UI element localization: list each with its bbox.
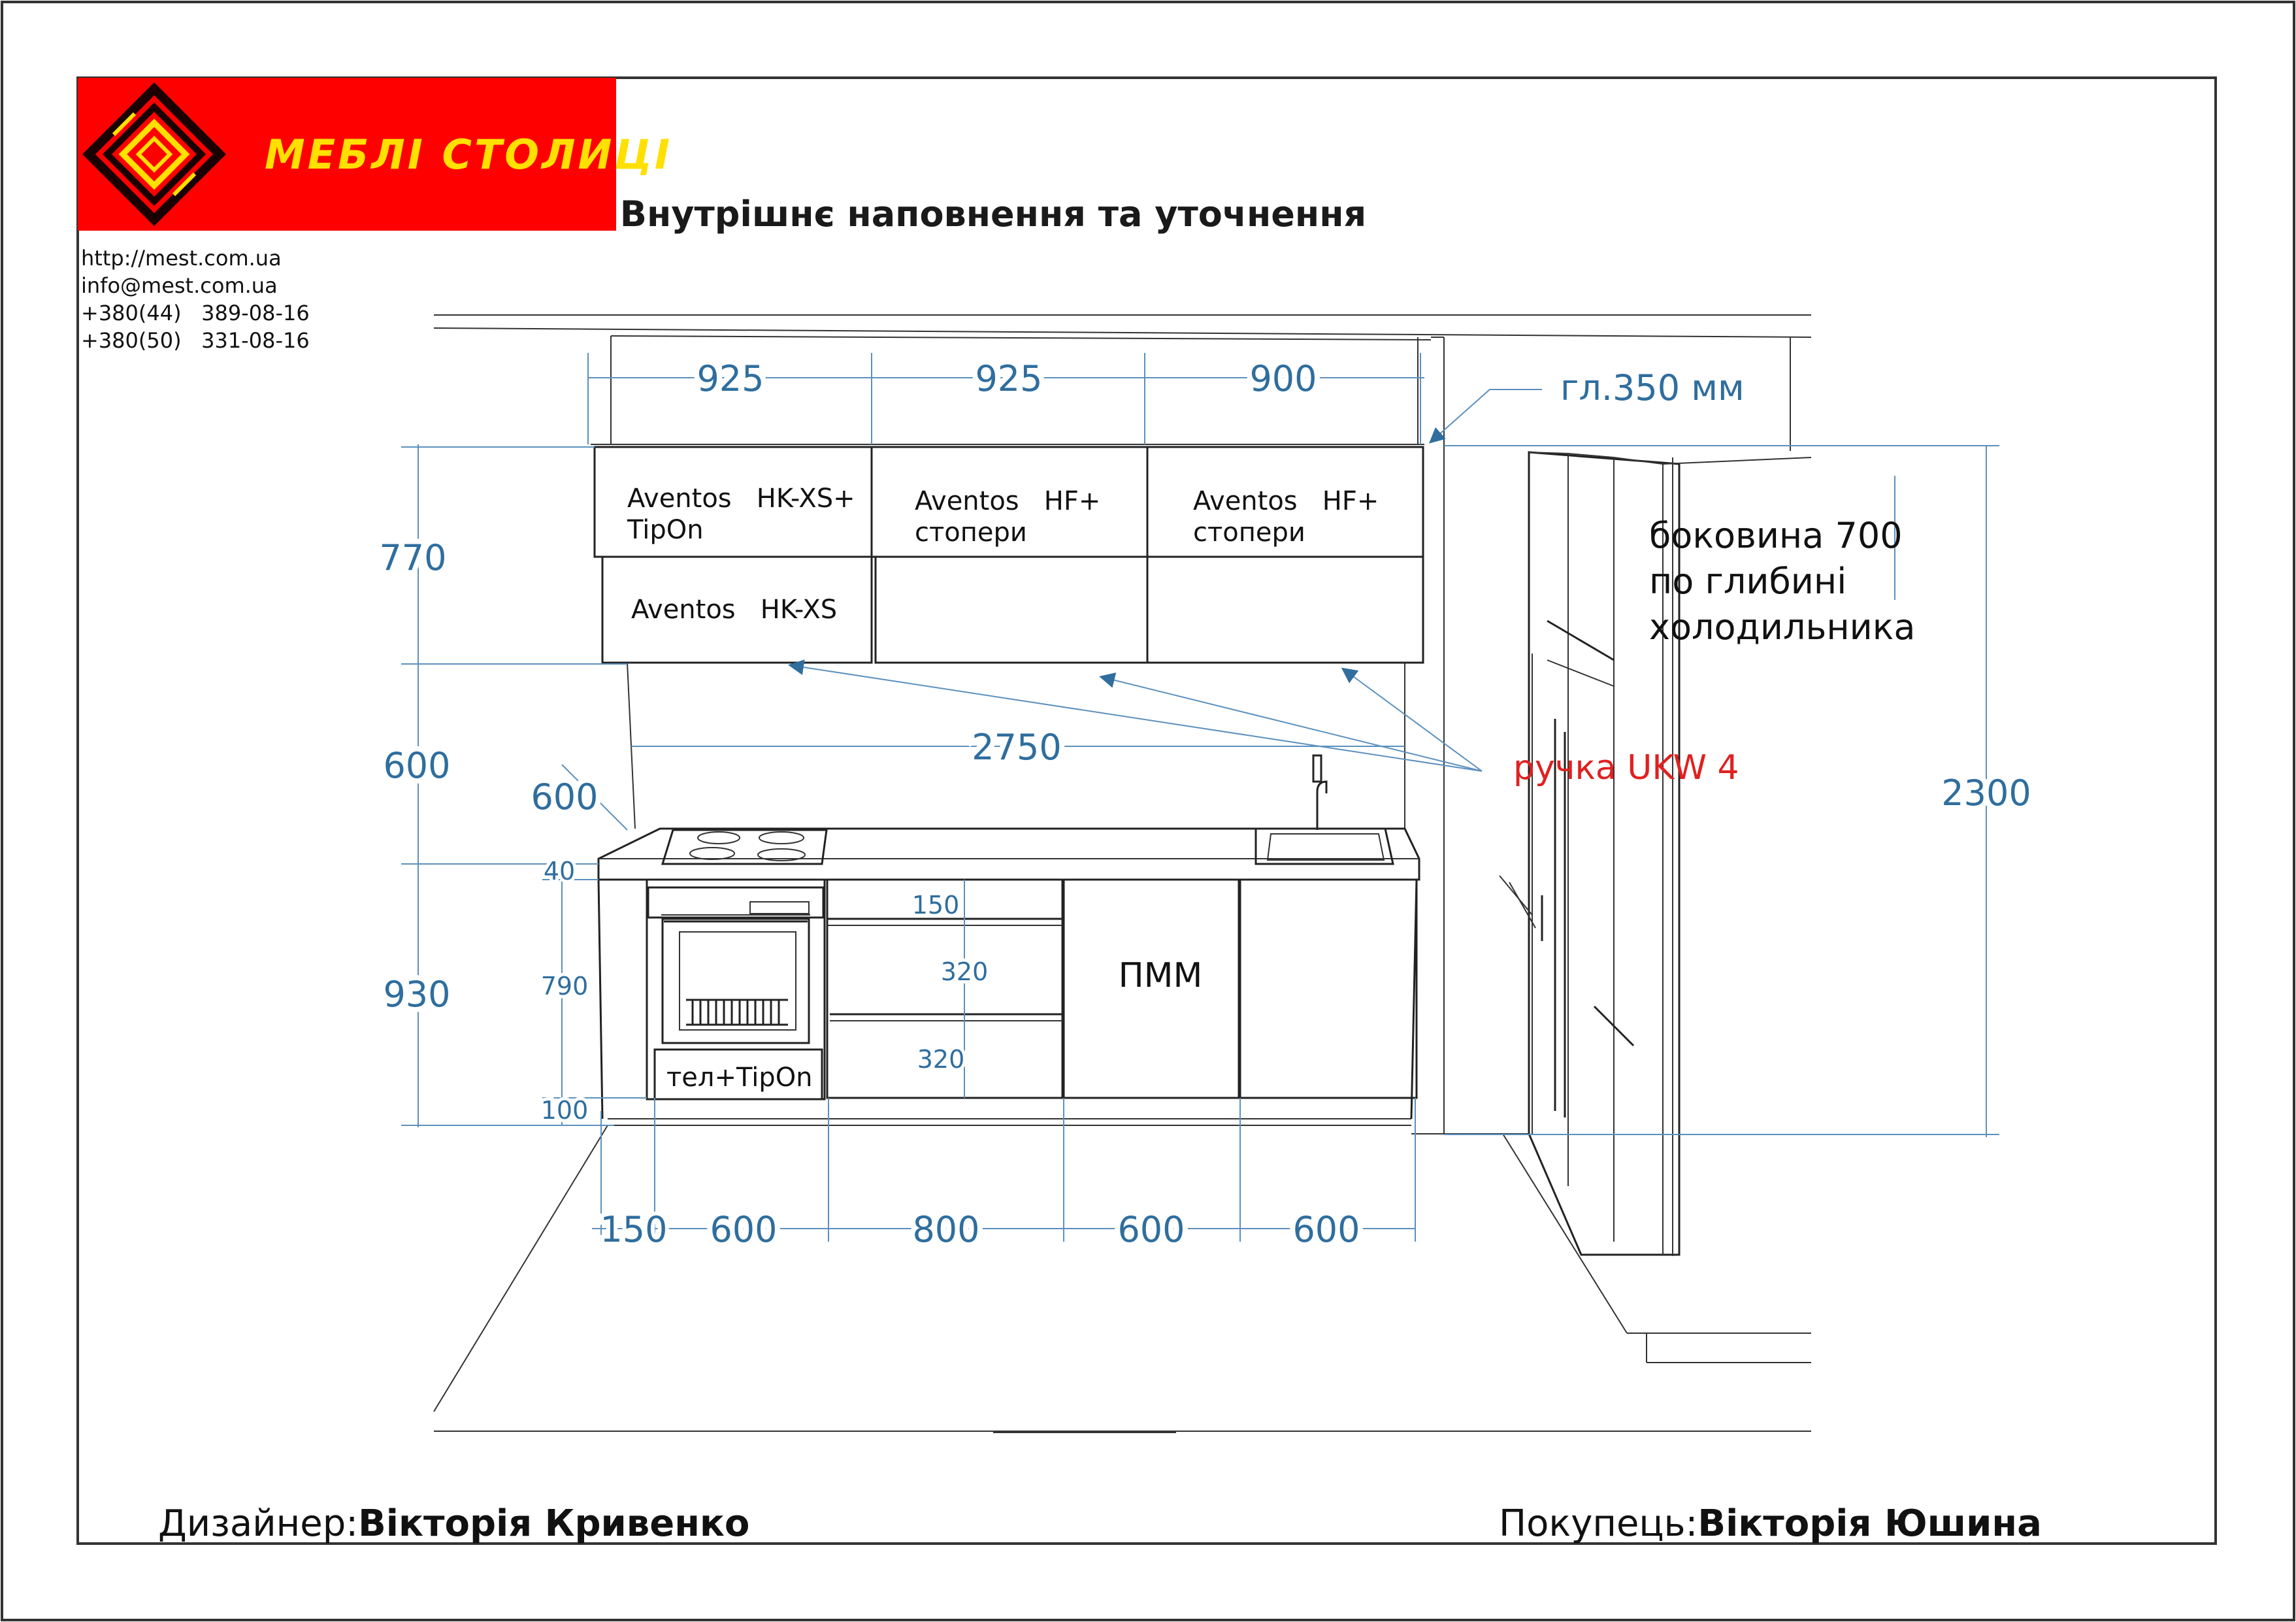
- upper-3-top-label-line1: Aventos HF+: [1193, 486, 1379, 516]
- brand-logo: [78, 78, 672, 231]
- dim-height-backsplash: 600: [383, 745, 451, 786]
- dim-base-1: 150: [600, 1209, 668, 1250]
- sink-icon: [1256, 755, 1393, 864]
- dim-upper-1: 925: [697, 358, 764, 399]
- dim-plinth: 100: [540, 1096, 589, 1125]
- dim-height-upper: 770: [379, 537, 447, 578]
- oven-drawer-label: тел+TipOn: [666, 1063, 813, 1093]
- contact-website[interactable]: http://mest.com.ua: [81, 246, 282, 271]
- upper-1-bottom-label: Aventos HK-XS: [631, 595, 838, 625]
- upper-2-top-label-line1: Aventos HF+: [915, 486, 1101, 516]
- dim-drawer-top: 150: [911, 891, 960, 919]
- dim-base-5: 600: [1292, 1209, 1360, 1250]
- customer-label: Покупець:: [1499, 1502, 1698, 1545]
- upper-cabinet-3-bottom[interactable]: [1147, 557, 1423, 663]
- customer-credit: [1499, 1502, 2042, 1545]
- upper-1-top-label-line2: TipOn: [627, 515, 704, 545]
- dim-fridge-height: 2300: [1941, 772, 2031, 814]
- dim-base-2: 600: [710, 1209, 778, 1250]
- side-note-line3: холодильника: [1649, 606, 1916, 648]
- customer-name: Вікторія Юшина: [1697, 1502, 2042, 1545]
- side-note-line2: по глибині: [1649, 561, 1847, 602]
- contact-phone-2: +380(50) 331-08-16: [81, 328, 310, 353]
- brand-name: МЕБЛІ СТОЛИЦІ: [265, 131, 672, 178]
- dim-drawer-bottom: 320: [917, 1045, 965, 1074]
- upper-3-top-label-line2: стопери: [1193, 518, 1305, 548]
- side-note-line1: боковина 700: [1649, 515, 1903, 556]
- dim-backsplash-width: 2750: [972, 727, 1062, 768]
- upper-2-top-label-line2: стопери: [915, 518, 1027, 548]
- dishwasher-label: ПММ: [1118, 956, 1203, 995]
- upper-cabinet-2-bottom[interactable]: [876, 557, 1147, 663]
- dim-countertop: 40: [543, 857, 576, 885]
- dim-upper-2: 925: [975, 358, 1043, 399]
- depth-note: гл.350 мм: [1560, 367, 1745, 408]
- room-structure: [434, 315, 1811, 1432]
- designer-label: Дизайнер:: [158, 1502, 359, 1545]
- contact-block: [81, 246, 310, 353]
- dim-base-3: 800: [912, 1209, 980, 1250]
- page-title: Внутрішнє наповнення та уточнення: [619, 193, 1367, 235]
- oven-icon: [648, 887, 823, 1043]
- footer: [158, 1502, 2042, 1545]
- dim-height-base: 930: [383, 974, 451, 1015]
- fitting-notes: [627, 484, 1915, 1093]
- designer-name: Вікторія Кривенко: [358, 1502, 750, 1545]
- dim-drawer-mid: 320: [940, 957, 989, 986]
- worktop: [599, 829, 1419, 880]
- dim-base-inner: 790: [540, 972, 589, 1001]
- upper-cabinets: [591, 444, 1424, 663]
- contact-phone-1: +380(44) 389-08-16: [81, 301, 310, 325]
- dim-base-4: 600: [1117, 1209, 1185, 1250]
- dim-counter-depth: 600: [531, 776, 599, 818]
- corner-base-cabinet[interactable]: [1240, 880, 1417, 1098]
- dim-upper-3: 900: [1249, 358, 1317, 399]
- handle-note: ручка UKW 4: [1513, 748, 1739, 787]
- inner-border: [78, 78, 2216, 1544]
- contact-email[interactable]: info@mest.com.ua: [81, 273, 278, 298]
- designer-credit: [158, 1502, 749, 1545]
- upper-1-top-label-line1: Aventos HK-XS+: [627, 484, 855, 514]
